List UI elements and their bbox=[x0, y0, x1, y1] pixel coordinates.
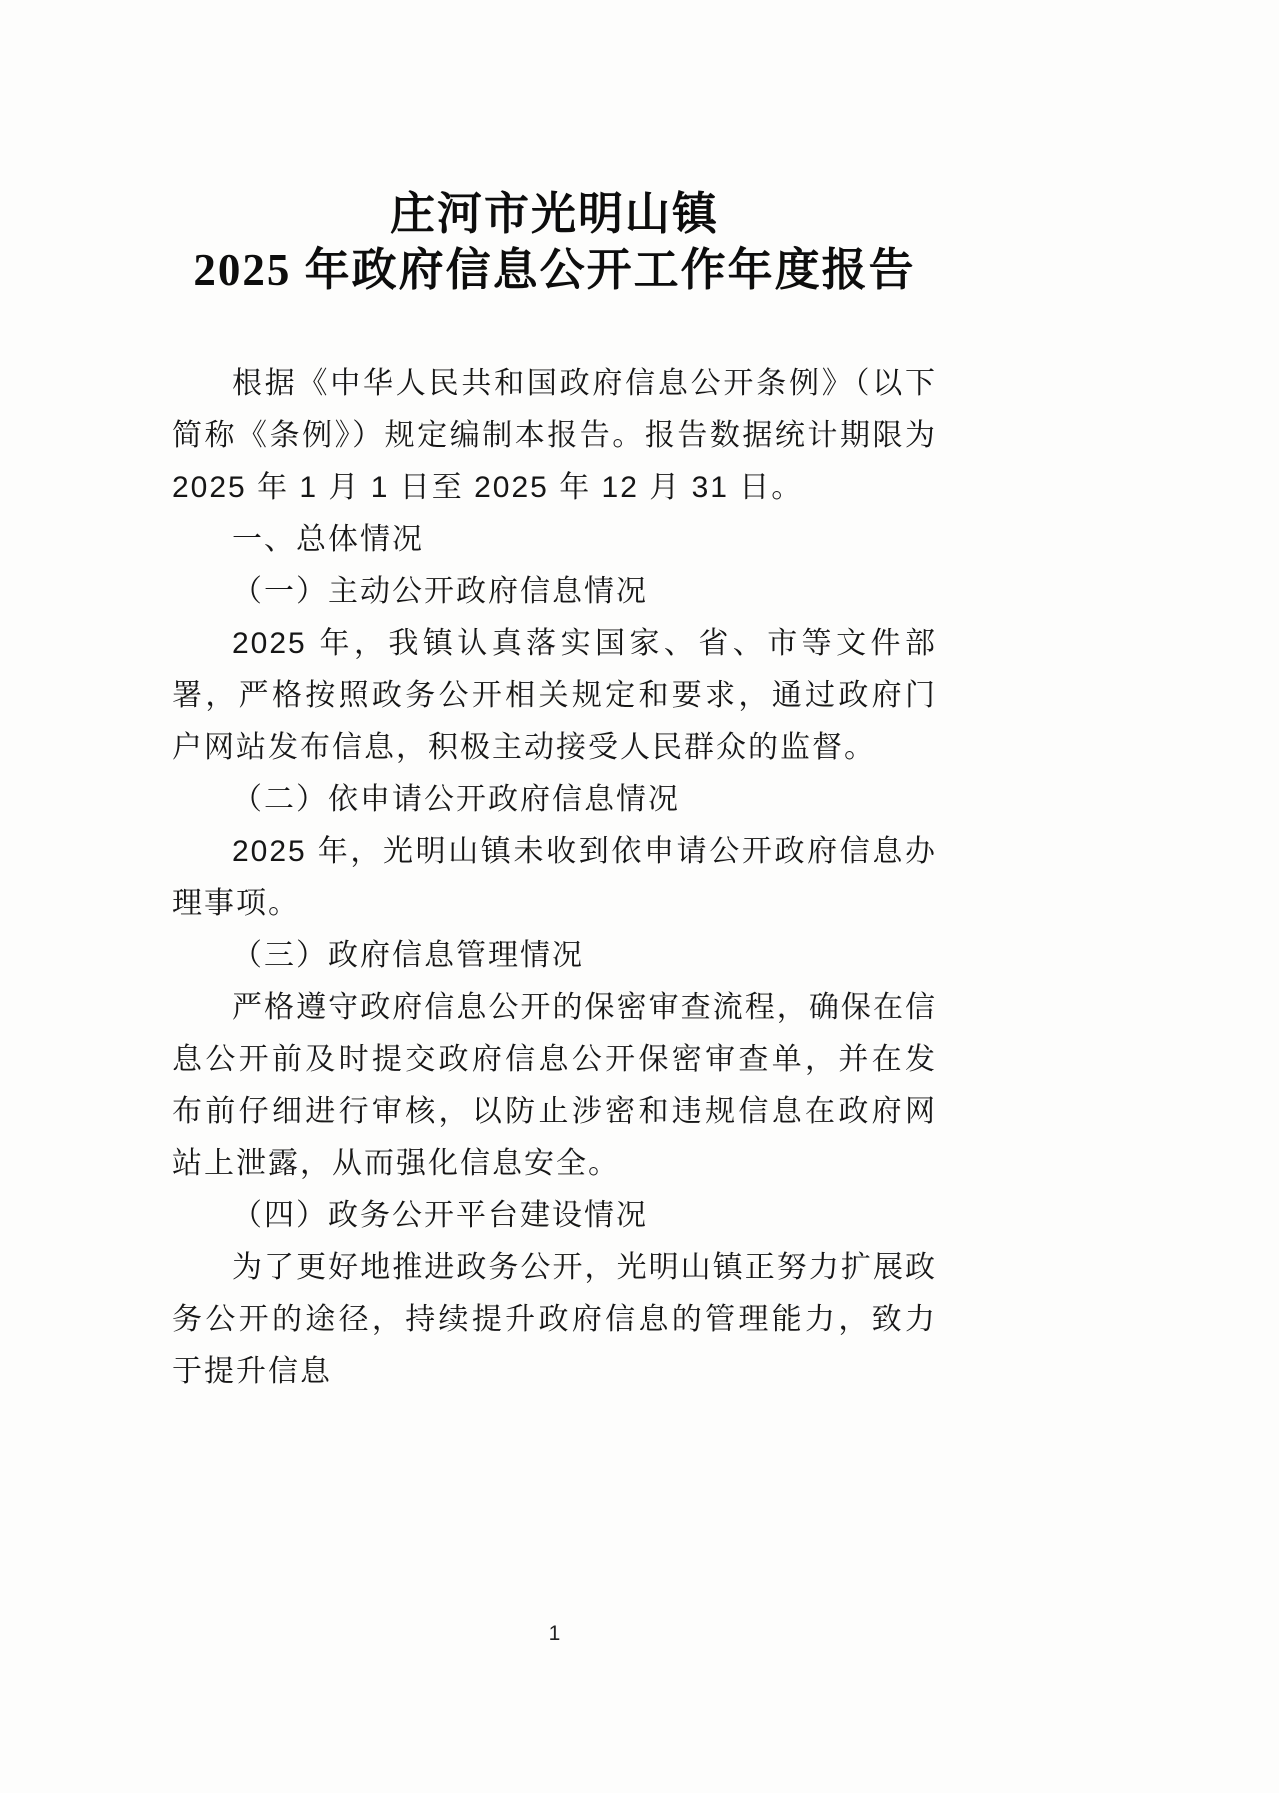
document-title-line-1: 庄河市光明山镇 bbox=[389, 189, 719, 239]
intro-paragraph: 根据《中华人民共和国政府信息公开条例》（以下简称《条例》）规定编制本报告。报告数据统计期限为 2025 年 1 月 1 日至 2025 年 12 月 31 日。 bbox=[172, 367, 937, 504]
information-management-paragraph: 严格遵守政府信息公开的保密审查流程，确保在信息公开前及时提交政府信息公开保密审查单，并在发布前仔细进行审核，以防止涉密和违规信息在政府网站上泄露，从而强化信息安全。 bbox=[172, 991, 937, 1180]
subsection-heading-information-management: （三）政府信息管理情况 bbox=[232, 939, 584, 972]
document-title bbox=[172, 186, 937, 298]
proactive-disclosure-paragraph: 2025 年，我镇认真落实国家、省、市等文件部署，严格按照政务公开相关规定和要求，通过政府门户网站发布信息，积极主动接受人民群众的监督。 bbox=[172, 627, 937, 764]
page-number: 1 bbox=[548, 1622, 561, 1645]
document-title-line-2: 2025 年政府信息公开工作年度报告 bbox=[193, 245, 916, 295]
section-heading-overall: 一、总体情况 bbox=[232, 523, 424, 556]
platform-construction-paragraph: 为了更好地推进政务公开，光明山镇正努力扩展政务公开的途径，持续提升政府信息的管理能力，致力于提升信息 bbox=[172, 1251, 937, 1388]
subsection-heading-disclosure-upon-request: （二）依申请公开政府信息情况 bbox=[232, 783, 680, 816]
document-body bbox=[172, 358, 937, 1398]
subsection-heading-platform-construction: （四）政务公开平台建设情况 bbox=[232, 1199, 648, 1232]
subsection-heading-proactive-disclosure: （一）主动公开政府信息情况 bbox=[232, 575, 648, 608]
disclosure-upon-request-paragraph: 2025 年，光明山镇未收到依申请公开政府信息办理事项。 bbox=[172, 835, 937, 920]
